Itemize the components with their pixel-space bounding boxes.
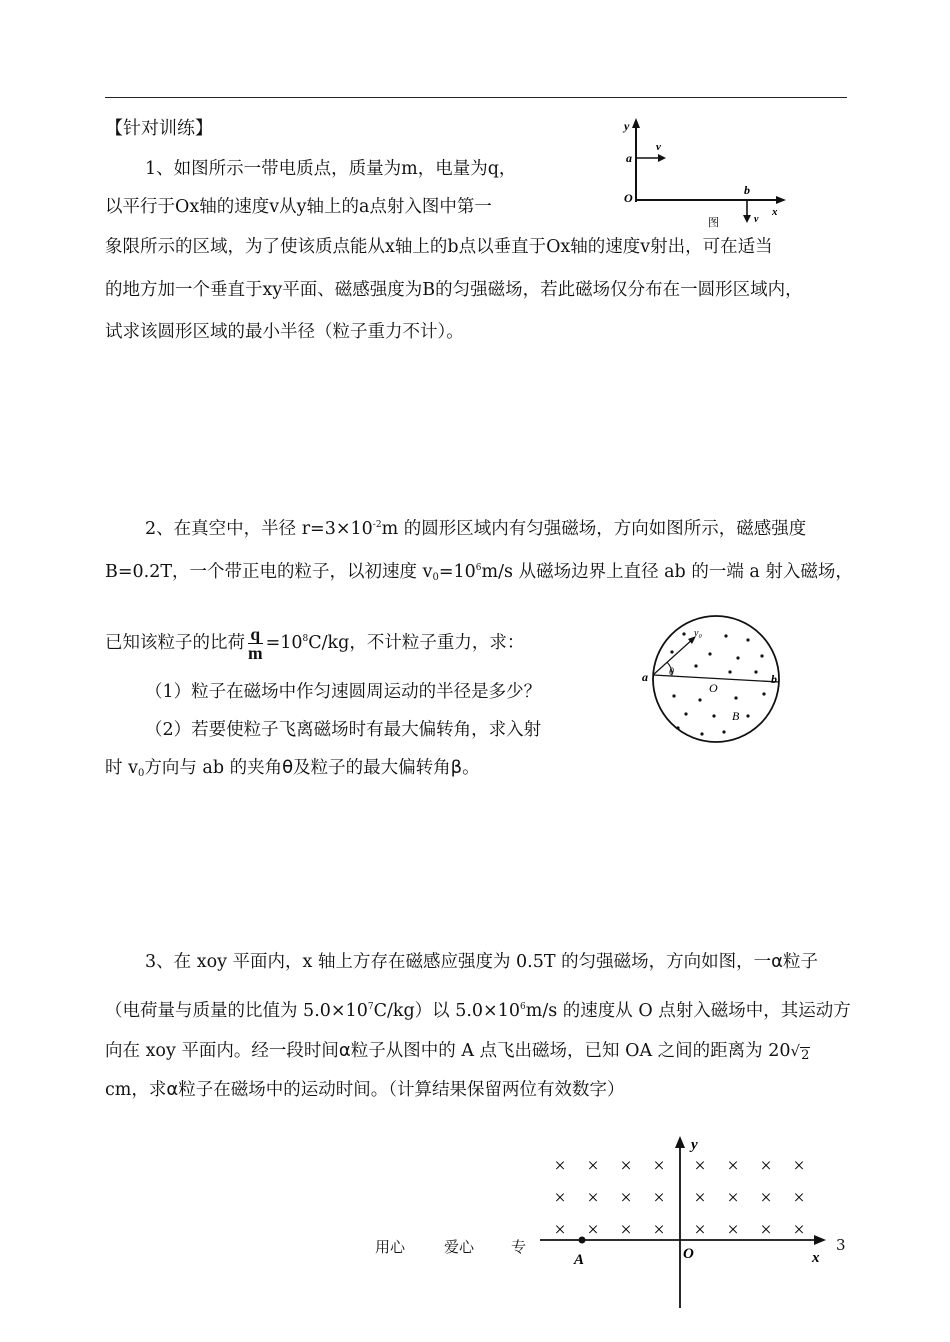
p3-l1-b: 粒子 [783,952,818,972]
problem3-figure [538,1134,838,1312]
fig1-v-label: v [656,141,661,153]
fig2-B-label: B [732,709,740,723]
field-dot [670,650,673,653]
fig1-a-label: a [626,151,632,165]
problem3-line4 [105,1079,625,1101]
field-dot [684,712,687,715]
field-dot [724,634,727,637]
problem2-line1 [145,514,806,540]
problem2-figure [638,616,788,764]
beta-symbol: β [450,757,463,778]
problem3-line2 [105,996,851,1022]
field-dot [734,696,737,699]
fig1-x-label: x [772,206,778,218]
p2-l6-sub: 0 [137,768,145,779]
problem1-line2: 以平行于Ox轴的速度v从y轴上的a点射入图中第一 [105,197,492,217]
field-dot [672,694,675,697]
p2-l1-b: m 的圆形区域内有匀强磁场，方向如图所示，磁感强度 [381,519,807,539]
field-dot [736,656,739,659]
field-cross: × [727,1187,739,1209]
field-cross: × [727,1219,739,1241]
p2-l6-c: 及粒子的最大偏转角 [293,758,451,778]
field-dot [708,652,711,655]
fig1-y-label: y [624,119,630,133]
field-cross: × [554,1187,566,1209]
p2-l1-exp: -2 [372,520,382,530]
problem2-line3 [105,619,524,663]
field-cross: × [587,1219,599,1241]
problem3-line3 [105,1040,810,1067]
p3-l4-b: 粒子在磁场中的运动时间。（计算结果保留两位有效数字） [178,1080,625,1100]
p3-l2-exp: 7 [367,1002,374,1012]
field-cross: × [653,1187,665,1209]
problem1-line1: 1、如图所示一带电质点，质量为m，电量为q， [145,159,517,179]
alpha-symbol: α [166,1079,179,1100]
footer-text-1: 用心 [375,1238,406,1256]
p2-l2-exp: 6 [475,563,482,573]
field-cross: × [554,1219,566,1241]
alpha-symbol: α [771,951,783,972]
p3-l2-b: C/kg）以 5.0×10 [373,1001,520,1021]
p3-l1-a: 3、在 xoy 平面内，x 轴上方存在磁感应强度为 0.5T 的匀强磁场，方向如图，一 [145,952,772,972]
field-cross: × [587,1155,599,1177]
field-cross: × [694,1219,706,1241]
field-dot [682,632,685,635]
header-rule [105,97,847,98]
field-cross: × [793,1155,805,1177]
fig2-center-label: O [709,681,718,695]
fig2-v0-label: v₀ [694,628,702,639]
p2-l2-sub: 0 [432,572,439,583]
field-cross: × [620,1155,632,1177]
sqrt-argument: 2 [801,1048,810,1063]
fig3-origin-label: O [683,1246,694,1262]
fig2-a-label: a [642,670,648,684]
alpha-symbol: α [338,1040,351,1061]
p2-l6-a: 时 v [105,758,138,778]
problem2-question2: （2）若要使粒子飞离磁场时有最大偏转角，求入射 [145,720,542,740]
field-dot [754,670,757,673]
fig2-b-label: b [771,672,777,686]
fig1-origin-label: O [624,191,633,205]
p2-l6-b: 方向与 ab 的夹角 [144,758,283,778]
problem1-line3: 象限所示的区域，为了使该质点能从x轴上的b点以垂直于Ox轴的速度v射出，可在适当 [105,237,773,257]
field-cross: × [620,1187,632,1209]
field-cross: × [653,1219,665,1241]
field-cross: × [653,1155,665,1177]
field-dot [700,732,703,735]
field-dot [746,638,749,641]
p2-l2-c: m/s 从磁场边界上直径 ab 的一端 a 射入磁场， [481,562,853,582]
fig2-theta-label: θ [669,667,674,678]
field-cross: × [554,1155,566,1177]
charge-mass-fraction [248,625,263,662]
problem2-question1: （1）粒子在磁场中作匀速圆周运动的半径是多少？ [145,682,542,702]
footer-text-3: 专 [511,1238,527,1256]
problem3-line1 [145,951,818,973]
p2-l3-a: 已知该粒子的比荷 [105,633,245,653]
field-cross: × [694,1187,706,1209]
problem2-line6 [105,757,480,785]
field-cross: × [793,1187,805,1209]
problem2-line2 [105,557,853,589]
field-dot [722,730,725,733]
field-dots [670,632,765,735]
fraction-numerator: q [248,625,263,644]
p3-l3-b: 粒子从图中的 A 点飞出磁场，已知 OA 之间的距离为 20 [350,1041,791,1061]
p2-l3-b: =10 [265,633,303,653]
theta-symbol: θ [282,757,294,778]
problem1-line5: 试求该圆形区域的最小半径（粒子重力不计）。 [105,322,464,342]
fig3-x-label: x [812,1250,820,1266]
fig1-v2-label: v [754,214,759,225]
field-dot [694,664,697,667]
p3-l3-a: 向在 xoy 平面内。经一段时间 [105,1041,339,1061]
fraction-denominator: m [248,643,263,663]
field-dot [698,698,701,701]
field-cross: × [587,1187,599,1209]
p2-l3-exp: 8 [302,634,309,644]
section-title: 【针对训练】 [105,118,213,139]
field-cross: × [727,1155,739,1177]
footer-text-2: 爱心 [444,1238,475,1256]
problem1-line4: 的地方加一个垂直于xy平面、磁感强度为B的匀强磁场，若此磁场仅分布在一圆形区域内， [105,280,803,300]
field-cross: × [760,1187,772,1209]
field-dot [760,654,763,657]
page-number: 3 [836,1236,846,1254]
field-dot [746,714,749,717]
p2-l3-c: C/kg，不计粒子重力，求： [308,633,525,653]
p2-l2-b: =10 [438,562,476,582]
field-dot [762,692,765,695]
problem1-figure [620,116,790,228]
point-A [579,1237,586,1244]
p2-l1-a: 2、在真空中，半径 r=3×10 [145,519,373,539]
fig1-caption: 图 [708,217,719,229]
p3-l2-c: m/s 的速度从 O 点射入磁场中，其运动方 [525,1001,851,1021]
field-cross: × [694,1155,706,1177]
field-cross: × [760,1219,772,1241]
p2-l6-d: 。 [462,758,480,778]
p3-l2-exp2: 6 [519,1002,526,1012]
fig3-y-label: y [691,1137,698,1153]
fig3-A-label: A [574,1252,585,1268]
p3-l4-a: cm，求 [105,1080,167,1100]
field-cross: × [760,1155,772,1177]
field-dot [712,714,715,717]
sqrt-expression: √2 [790,1042,810,1063]
field-dot [728,670,731,673]
field-cross: × [793,1219,805,1241]
p2-l2-a: B=0.2T，一个带正电的粒子，以初速度 v [105,562,433,582]
field-dot [676,726,679,729]
field-cross: × [620,1219,632,1241]
p3-l2-a: （电荷量与质量的比值为 5.0×10 [105,1001,368,1021]
fig1-b-label: b [744,183,750,197]
